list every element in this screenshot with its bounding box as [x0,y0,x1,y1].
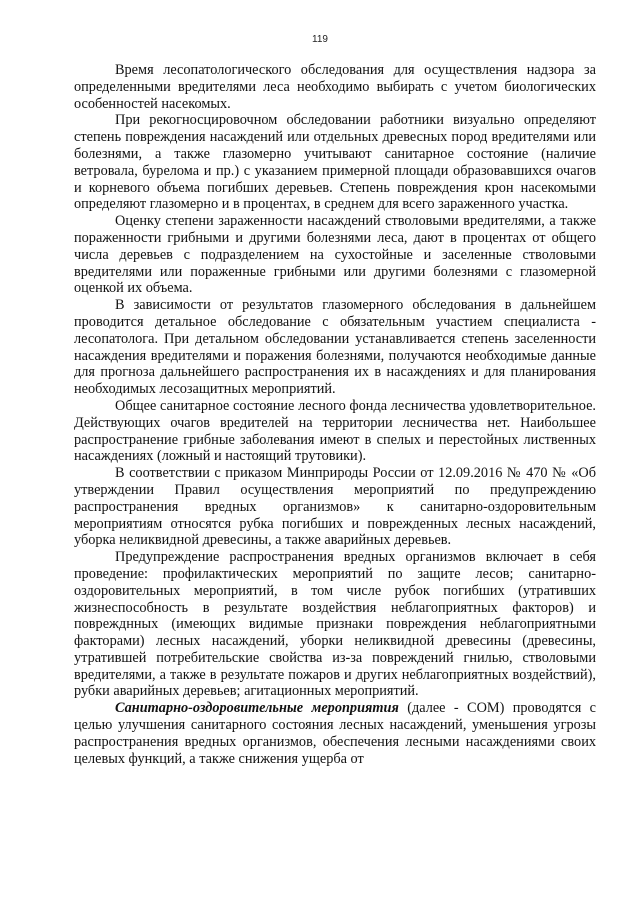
paragraph-reconnaissance-survey: При рекогносцировочном обследовании работники визуально определяют степень повреждения насаждений или отдельных древесных пород вредителями или болезнями, а также глазомерно учитывают санитарное состояние (наличие ветровала, бурелома и пр.) с указанием примерной площади образовавшихся очагов и корневого объема погибших деревьев. Степень повреждения крон насекомыми определяют глазомерно и в процентах, в среднем для всего зараженного участка. [74,112,596,213]
paragraph-sanitary-state: Общее санитарное состояние лесного фонда лесничества удовлетворительное. Действующих очагов вредителей на территории лесничества нет. Наибольшее распространение грибные заболевания имеют в спелых и перестойных лиственных насаждениях (ложный и настоящий трутовики). [74,397,596,465]
paragraph-sanitary-measures [74,700,596,767]
paragraph-inspection-timing: Время лесопатологического обследования для осуществления надзора за определенными вредителями леса необходимо выбирать с учетом биологических особенностей насекомых. [74,62,596,112]
document-body [74,62,596,767]
page-number: 119 [312,34,328,45]
sanitary-measures-text: (далее - СОМ) проводятся с целью улучшения санитарного состояния лесных насаждений, уменьшения угрозы распространения вредных организмов, обеспечения лесными насаждениями своих целевых функций, а также снижения ущерба от [74,700,596,767]
paragraph-detailed-survey: В зависимости от результатов глазомерного обследования в дальнейшем проводится детальное обследование с обязательным участием специалиста - лесопатолога. При детальном обследовании устанавливается степень заселенности насаждения вредителями и поражения болезнями, получаются необходимые данные для прогноза дальнейшего распространения их в насаждениях и для планирования необходимых лесозащитных мероприятий. [74,297,596,398]
paragraph-ministry-order: В соответствии с приказом Минприроды России от 12.09.2016 № 470 № «Об утверждении Правил осуществления мероприятий по предупреждению распространения вредных организмов» к санитарно-оздоровительным мероприятиям относятся рубка погибших и поврежденных лесных насаждений, уборка неликвидной древесины, а также аварийных деревьев. [74,465,596,549]
paragraph-pest-prevention: Предупреждение распространения вредных организмов включает в себя проведение: профилактических мероприятий по защите лесов; санитарно-оздоровительных мероприятий, в том числе рубок погибших (утративших жизнеспособность в результате воздействия неблагоприятных факторов) и поврежднных (имеющих видимые признаки повреждения неблагоприятными факторами) лесных насаждений, уборки неликвидной древесины (древесины, утратившей потребительские свойства из-за повреждений гнилью, стволовыми вредителями, а также в результате пожаров и других неблагоприятных воздействий), рубки аварийных деревьев; агитационных мероприятий. [74,549,596,700]
paragraph-infestation-assessment: Оценку степени зараженности насаждений стволовыми вредителями, а также пораженности грибными и другими болезнями леса, дают в процентах от общего числа деревьев с подразделением на сухостойные и заселенные стволовыми вредителями или пораженные грибными или другими болезнями с глазомерной оценкой их объема. [74,213,596,297]
sanitary-measures-term: Санитарно-оздоровительные мероприятия [115,700,399,717]
